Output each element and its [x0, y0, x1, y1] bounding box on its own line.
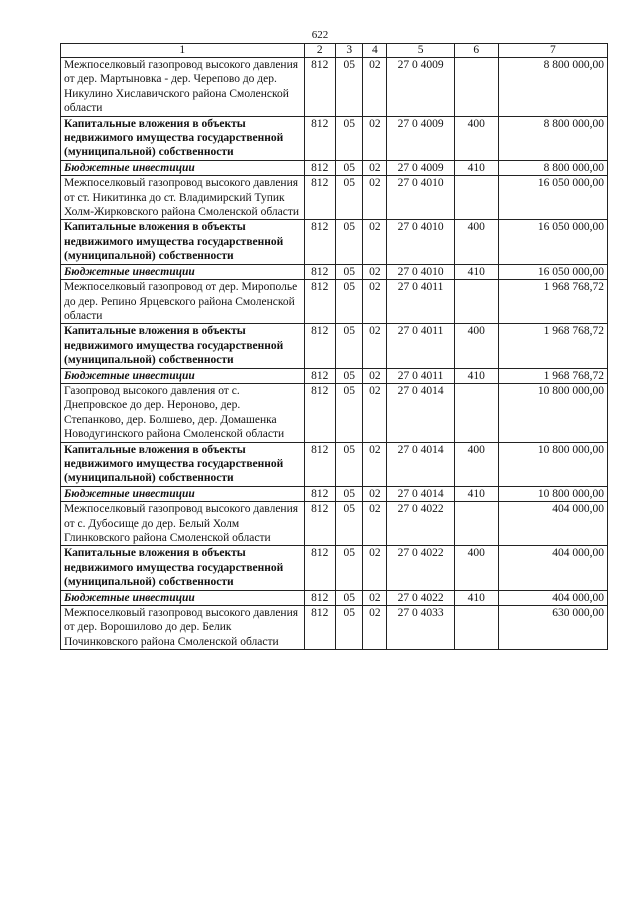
cell-expense-type: 400 — [454, 324, 498, 368]
table-row — [61, 324, 608, 368]
header-col-4: 4 — [363, 44, 387, 58]
cell-expense-type: 400 — [454, 116, 498, 160]
row-description: Межпоселковый газопровод от дер. Мирополье до дер. Репино Ярцевского района Смоленской области — [61, 280, 305, 324]
budget-table — [60, 43, 608, 650]
table-row — [61, 280, 608, 324]
cell-ministry-code: 812 — [304, 324, 335, 368]
cell-ministry-code: 812 — [304, 442, 335, 486]
table-row — [61, 502, 608, 546]
header-col-2: 2 — [304, 44, 335, 58]
cell-ministry-code: 812 — [304, 502, 335, 546]
cell-section-code: 05 — [336, 58, 363, 117]
cell-expense-type — [454, 606, 498, 650]
cell-expense-type: 400 — [454, 442, 498, 486]
table-row — [61, 116, 608, 160]
cell-target-item: 27 0 4009 — [387, 160, 454, 175]
header-col-3: 3 — [336, 44, 363, 58]
cell-target-item: 27 0 4009 — [387, 58, 454, 117]
cell-amount: 16 050 000,00 — [498, 176, 607, 220]
cell-ministry-code: 812 — [304, 116, 335, 160]
row-description: Бюджетные инвестиции — [61, 264, 305, 279]
row-description: Бюджетные инвестиции — [61, 160, 305, 175]
cell-target-item: 27 0 4033 — [387, 606, 454, 650]
cell-amount: 404 000,00 — [498, 502, 607, 546]
cell-section-code: 05 — [336, 606, 363, 650]
cell-target-item: 27 0 4014 — [387, 383, 454, 442]
row-description: Капитальные вложения в объекты недвижимого имущества государственной (муниципальной) собственности — [61, 324, 305, 368]
header-col-6: 6 — [454, 44, 498, 58]
row-description: Капитальные вложения в объекты недвижимого имущества государственной (муниципальной) собственности — [61, 220, 305, 264]
cell-section-code: 05 — [336, 324, 363, 368]
cell-section-code: 05 — [336, 546, 363, 590]
table-row — [61, 368, 608, 383]
cell-subsection-code: 02 — [363, 220, 387, 264]
cell-section-code: 05 — [336, 368, 363, 383]
cell-subsection-code: 02 — [363, 606, 387, 650]
cell-target-item: 27 0 4011 — [387, 368, 454, 383]
row-description: Бюджетные инвестиции — [61, 486, 305, 501]
table-row — [61, 160, 608, 175]
cell-amount: 10 800 000,00 — [498, 442, 607, 486]
cell-expense-type: 410 — [454, 160, 498, 175]
cell-subsection-code: 02 — [363, 486, 387, 501]
cell-section-code: 05 — [336, 220, 363, 264]
cell-section-code: 05 — [336, 486, 363, 501]
cell-ministry-code: 812 — [304, 546, 335, 590]
cell-expense-type: 410 — [454, 486, 498, 501]
cell-amount: 630 000,00 — [498, 606, 607, 650]
cell-target-item: 27 0 4011 — [387, 324, 454, 368]
cell-amount: 16 050 000,00 — [498, 264, 607, 279]
cell-target-item: 27 0 4022 — [387, 502, 454, 546]
cell-target-item: 27 0 4010 — [387, 220, 454, 264]
cell-subsection-code: 02 — [363, 368, 387, 383]
cell-section-code: 05 — [336, 590, 363, 605]
cell-expense-type — [454, 58, 498, 117]
cell-target-item: 27 0 4011 — [387, 280, 454, 324]
row-description: Капитальные вложения в объекты недвижимого имущества государственной (муниципальной) собственности — [61, 546, 305, 590]
cell-section-code: 05 — [336, 264, 363, 279]
cell-ministry-code: 812 — [304, 368, 335, 383]
table-row — [61, 442, 608, 486]
cell-ministry-code: 812 — [304, 383, 335, 442]
cell-expense-type: 410 — [454, 264, 498, 279]
cell-amount: 404 000,00 — [498, 590, 607, 605]
cell-target-item: 27 0 4022 — [387, 590, 454, 605]
cell-amount: 1 968 768,72 — [498, 280, 607, 324]
cell-target-item: 27 0 4010 — [387, 264, 454, 279]
cell-subsection-code: 02 — [363, 324, 387, 368]
row-description: Межпоселковый газопровод высокого давления от дер. Мартыновка - дер. Черепово до дер. Никулино Хиславичского района Смоленской области — [61, 58, 305, 117]
cell-section-code: 05 — [336, 502, 363, 546]
cell-subsection-code: 02 — [363, 383, 387, 442]
cell-subsection-code: 02 — [363, 160, 387, 175]
cell-section-code: 05 — [336, 442, 363, 486]
row-description: Капитальные вложения в объекты недвижимого имущества государственной (муниципальной) собственности — [61, 442, 305, 486]
header-col-7: 7 — [498, 44, 607, 58]
cell-ministry-code: 812 — [304, 220, 335, 264]
cell-target-item: 27 0 4014 — [387, 442, 454, 486]
cell-ministry-code: 812 — [304, 590, 335, 605]
cell-expense-type — [454, 280, 498, 324]
cell-ministry-code: 812 — [304, 280, 335, 324]
row-description: Капитальные вложения в объекты недвижимого имущества государственной (муниципальной) собственности — [61, 116, 305, 160]
cell-subsection-code: 02 — [363, 58, 387, 117]
cell-amount: 10 800 000,00 — [498, 486, 607, 501]
cell-section-code: 05 — [336, 160, 363, 175]
table-header-row — [61, 44, 608, 58]
header-col-1: 1 — [61, 44, 305, 58]
cell-section-code: 05 — [336, 383, 363, 442]
cell-amount: 1 968 768,72 — [498, 324, 607, 368]
table-row — [61, 176, 608, 220]
cell-expense-type: 400 — [454, 220, 498, 264]
row-description: Межпоселковый газопровод высокого давления от дер. Ворошилово до дер. Белик Починковского района Смоленской области — [61, 606, 305, 650]
cell-ministry-code: 812 — [304, 58, 335, 117]
table-row — [61, 486, 608, 501]
cell-amount: 8 800 000,00 — [498, 116, 607, 160]
cell-target-item: 27 0 4022 — [387, 546, 454, 590]
cell-subsection-code: 02 — [363, 502, 387, 546]
cell-target-item: 27 0 4010 — [387, 176, 454, 220]
cell-amount: 404 000,00 — [498, 546, 607, 590]
cell-expense-type — [454, 176, 498, 220]
cell-amount: 1 968 768,72 — [498, 368, 607, 383]
cell-amount: 16 050 000,00 — [498, 220, 607, 264]
cell-expense-type: 410 — [454, 590, 498, 605]
table-row — [61, 264, 608, 279]
cell-subsection-code: 02 — [363, 264, 387, 279]
table-row — [61, 590, 608, 605]
cell-target-item: 27 0 4014 — [387, 486, 454, 501]
cell-expense-type: 400 — [454, 546, 498, 590]
cell-section-code: 05 — [336, 176, 363, 220]
cell-subsection-code: 02 — [363, 176, 387, 220]
cell-expense-type: 410 — [454, 368, 498, 383]
cell-subsection-code: 02 — [363, 442, 387, 486]
table-row — [61, 220, 608, 264]
table-row — [61, 58, 608, 117]
cell-ministry-code: 812 — [304, 264, 335, 279]
cell-amount: 10 800 000,00 — [498, 383, 607, 442]
header-col-5: 5 — [387, 44, 454, 58]
row-description: Бюджетные инвестиции — [61, 368, 305, 383]
cell-section-code: 05 — [336, 280, 363, 324]
cell-subsection-code: 02 — [363, 116, 387, 160]
cell-target-item: 27 0 4009 — [387, 116, 454, 160]
cell-expense-type — [454, 383, 498, 442]
cell-section-code: 05 — [336, 116, 363, 160]
cell-expense-type — [454, 502, 498, 546]
row-description: Бюджетные инвестиции — [61, 590, 305, 605]
cell-ministry-code: 812 — [304, 606, 335, 650]
table-row — [61, 546, 608, 590]
cell-subsection-code: 02 — [363, 546, 387, 590]
row-description: Газопровод высокого давления от с. Днепровское до дер. Нероново, дер. Степанково, дер. Болшево, дер. Домашенка Новодугинского района Смоленской области — [61, 383, 305, 442]
table-row — [61, 606, 608, 650]
cell-subsection-code: 02 — [363, 280, 387, 324]
table-row — [61, 383, 608, 442]
cell-subsection-code: 02 — [363, 590, 387, 605]
cell-amount: 8 800 000,00 — [498, 160, 607, 175]
table-body — [61, 58, 608, 650]
cell-ministry-code: 812 — [304, 486, 335, 501]
cell-amount: 8 800 000,00 — [498, 58, 607, 117]
row-description: Межпоселковый газопровод высокого давления от с. Дубосище до дер. Белый Холм Глинковского района Смоленской области — [61, 502, 305, 546]
cell-ministry-code: 812 — [304, 160, 335, 175]
row-description: Межпоселковый газопровод высокого давления от ст. Никитинка до ст. Владимирский Тупик Холм-Жирковского района Смоленской области — [61, 176, 305, 220]
cell-ministry-code: 812 — [304, 176, 335, 220]
page-number: 622 — [311, 29, 329, 41]
